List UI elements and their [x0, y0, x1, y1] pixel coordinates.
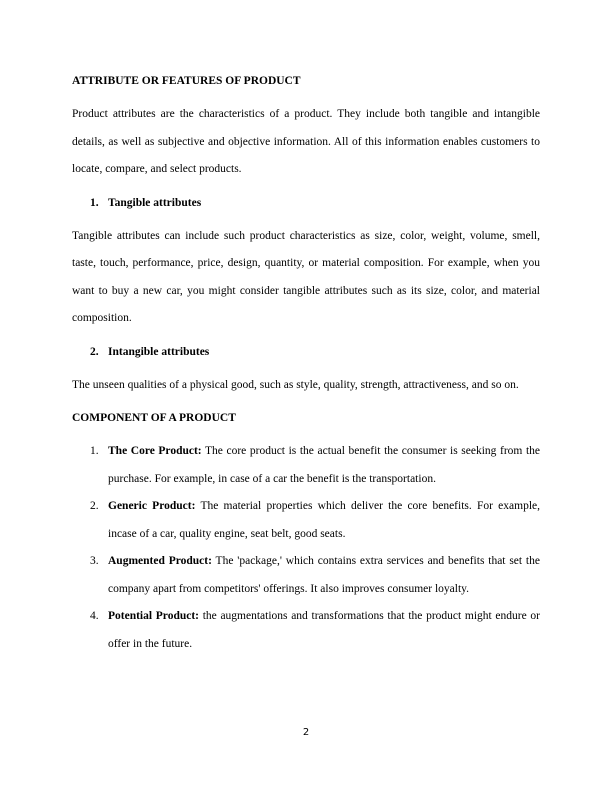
component-text: The material properties which deliver the core benefits. For example, incase of a car, quality engine, seat belt, good seats. [108, 500, 541, 540]
page-content [72, 68, 540, 658]
component-text: The 'package,' which contains extra services and benefits that set the company apart from competitors' offerings. It also improves consumer loyalty. [108, 555, 540, 595]
component-body [108, 438, 540, 493]
intangible-title: Intangible attributes [108, 345, 210, 358]
tangible-paragraph: Tangible attributes can include such product characteristics as size, color, weight, volume, smell, taste, touch, performance, price, design, quantity, or material composition. For example, when you want to buy a new car, you might consider tangible attributes such as its size, color, and material composition. [72, 229, 540, 324]
component-body [108, 603, 540, 658]
page-number: 2 [302, 727, 310, 738]
component-term: Potential Product: [108, 610, 199, 622]
intangible-heading [72, 339, 540, 366]
component-body [108, 548, 540, 603]
tangible-number: 1. [90, 196, 99, 209]
tangible-title: Tangible attributes [108, 196, 202, 209]
component-term: The Core Product: [108, 445, 202, 457]
component-text: The core product is the actual benefit the consumer is seeking from the purchase. For example, in case of a car the benefit is the transportation. [108, 445, 540, 485]
component-item-augmented [72, 548, 540, 603]
component-number: 2. [90, 500, 99, 512]
component-item-potential [72, 603, 540, 658]
component-number: 1. [90, 445, 99, 457]
component-item-core [72, 438, 540, 493]
components-list [72, 438, 540, 658]
intangible-number: 2. [90, 345, 99, 358]
component-item-generic [72, 493, 540, 548]
component-number: 3. [90, 555, 99, 567]
attributes-intro: Product attributes are the characteristics of a product. They include both tangible and intangible details, as well as subjective and objective information. All of this information enables customers to locate, compare, and select products. [72, 108, 540, 175]
component-term: Generic Product: [108, 500, 196, 512]
component-body [108, 493, 540, 548]
intangible-paragraph: The unseen qualities of a physical good, such as style, quality, strength, attractiveness, and so on. [72, 378, 519, 391]
tangible-heading [72, 190, 540, 217]
component-number: 4. [90, 610, 99, 622]
component-term: Augmented Product: [108, 555, 212, 567]
component-text: the augmentations and transformations that the product might endure or offer in the future. [108, 610, 540, 650]
attributes-heading: ATTRIBUTE OR FEATURES OF PRODUCT [72, 75, 301, 87]
components-heading: COMPONENT OF A PRODUCT [72, 412, 236, 424]
